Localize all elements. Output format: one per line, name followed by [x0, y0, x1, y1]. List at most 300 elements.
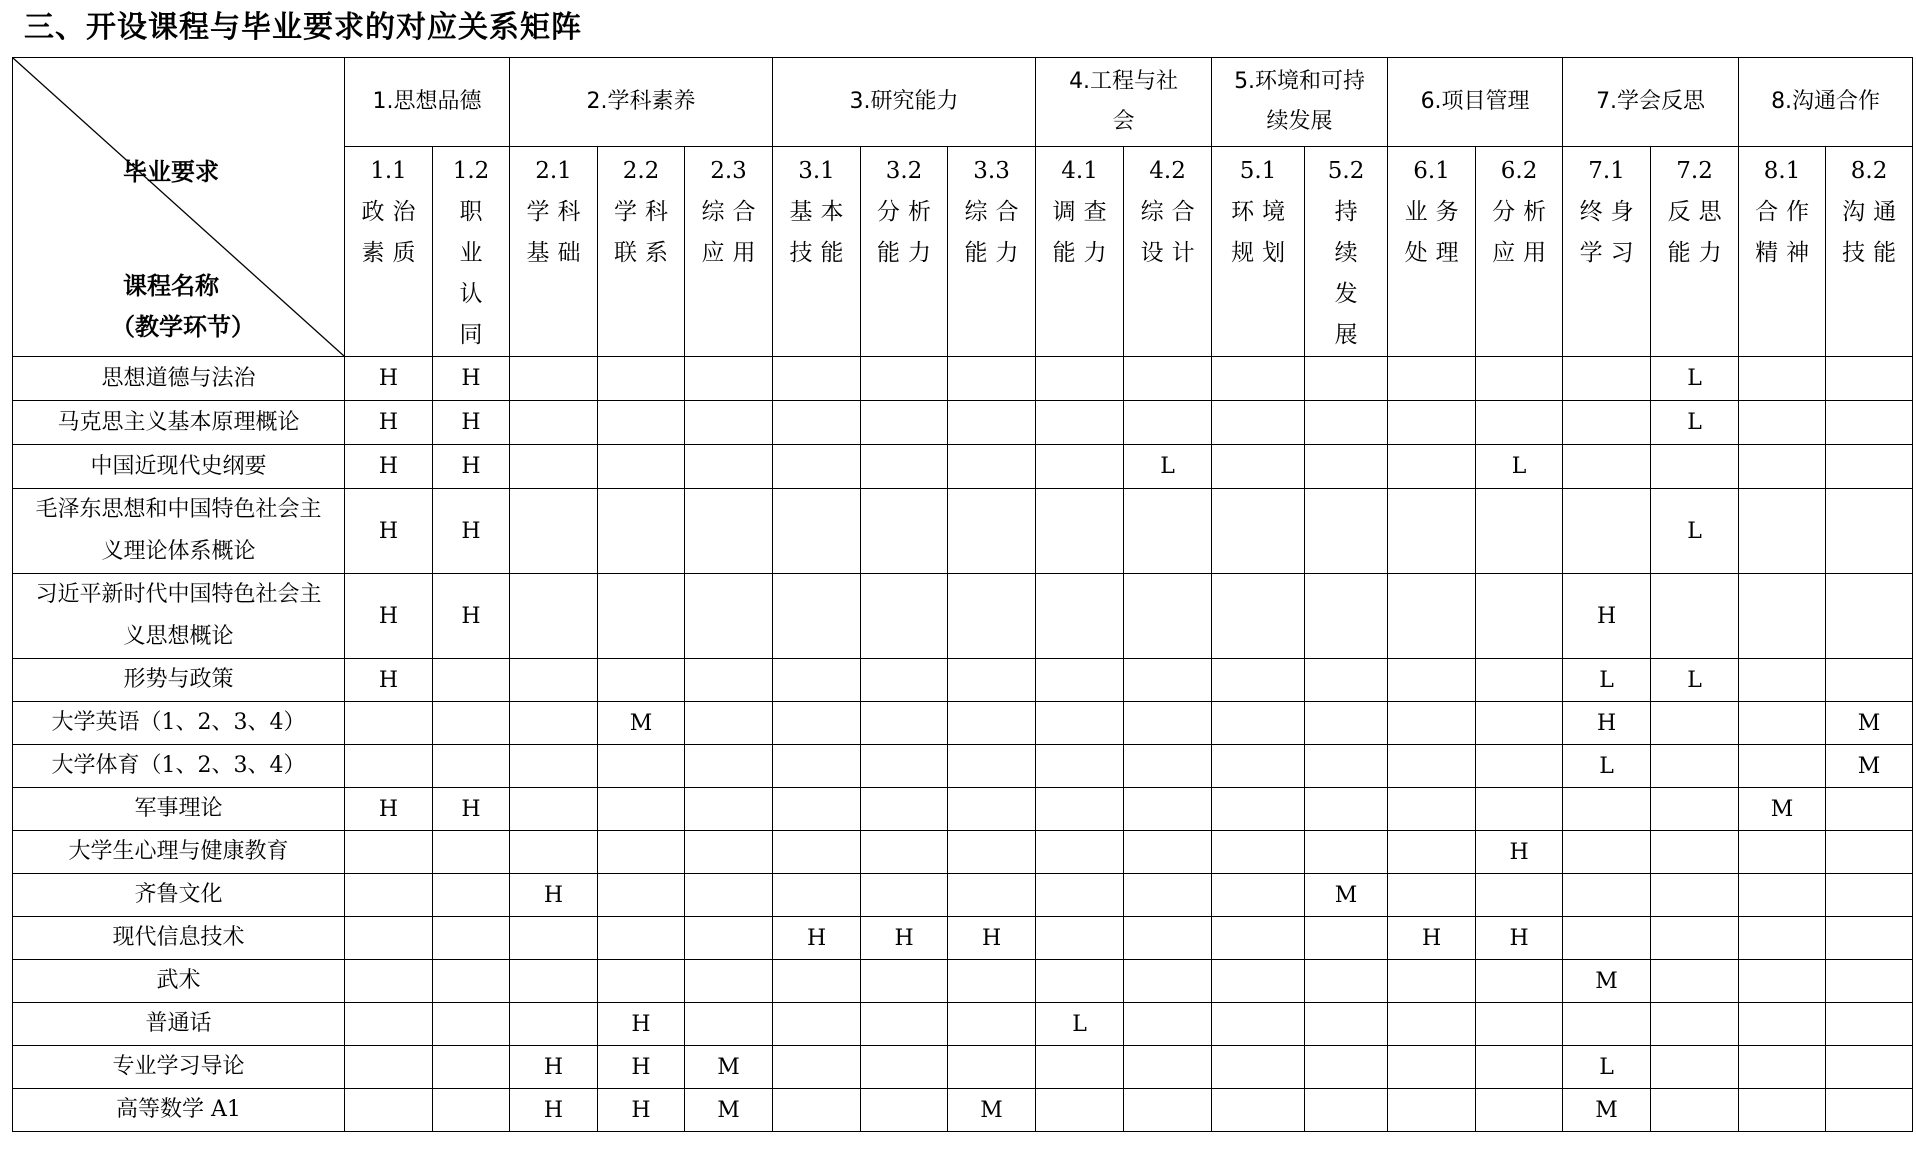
support-level-cell: H	[345, 445, 433, 489]
sub-requirement-name: 终身学习	[1579, 199, 1642, 266]
support-level-cell	[1739, 357, 1826, 401]
support-level-cell	[1124, 702, 1212, 745]
curriculum-matrix-table	[12, 57, 1913, 1132]
course-name: 马克思主义基本原理概论	[13, 401, 345, 445]
support-level-cell	[1476, 489, 1563, 574]
support-level-cell	[685, 489, 773, 574]
support-level-cell	[1739, 1089, 1826, 1132]
support-level-cell	[1305, 960, 1388, 1003]
support-level-cell: L	[1563, 745, 1651, 788]
support-level-cell	[773, 788, 861, 831]
sub-requirement-number: 1.1	[370, 158, 407, 184]
support-level-cell: L	[1563, 1046, 1651, 1089]
sub-requirement-name: 学科基础	[526, 199, 589, 266]
support-level-cell	[948, 874, 1036, 917]
support-level-cell	[1476, 788, 1563, 831]
support-level-cell	[1388, 960, 1476, 1003]
support-level-cell	[1476, 745, 1563, 788]
support-level-cell: L	[1036, 1003, 1124, 1046]
course-name: 毛泽东思想和中国特色社会主义理论体系概论	[13, 489, 345, 574]
support-level-cell	[1212, 357, 1305, 401]
course-name: 中国近现代史纲要	[13, 445, 345, 489]
support-level-cell	[598, 574, 685, 659]
support-level-cell	[1212, 745, 1305, 788]
support-level-cell	[1124, 917, 1212, 960]
course-name: 形势与政策	[13, 659, 345, 702]
support-level-cell	[1124, 659, 1212, 702]
support-level-cell	[1651, 1089, 1739, 1132]
support-level-cell: M	[1563, 1089, 1651, 1132]
support-level-cell	[1826, 1003, 1913, 1046]
support-level-cell	[345, 702, 433, 745]
support-level-cell	[510, 445, 598, 489]
course-row	[13, 574, 1913, 659]
support-level-cell	[433, 917, 510, 960]
support-level-cell	[1036, 917, 1124, 960]
support-level-cell	[1476, 874, 1563, 917]
sub-requirement-header	[948, 147, 1036, 357]
support-level-cell: L	[1476, 445, 1563, 489]
support-level-cell: H	[598, 1046, 685, 1089]
support-level-cell	[1739, 960, 1826, 1003]
sub-requirement-header	[433, 147, 510, 357]
support-level-cell	[1388, 874, 1476, 917]
corner-header	[13, 58, 345, 357]
support-level-cell: H	[1563, 574, 1651, 659]
support-level-cell: H	[1563, 702, 1651, 745]
support-level-cell	[685, 788, 773, 831]
support-level-cell: H	[433, 401, 510, 445]
sub-requirement-number: 1.2	[452, 158, 490, 184]
support-level-cell	[1212, 574, 1305, 659]
support-level-cell	[1305, 1089, 1388, 1132]
sub-requirement-header	[1124, 147, 1212, 357]
support-level-cell	[861, 745, 948, 788]
support-level-cell	[510, 574, 598, 659]
support-level-cell	[1212, 401, 1305, 445]
support-level-cell	[773, 831, 861, 874]
support-level-cell: H	[345, 574, 433, 659]
course-name: 习近平新时代中国特色社会主义思想概论	[13, 574, 345, 659]
support-level-cell: H	[433, 574, 510, 659]
support-level-cell	[948, 489, 1036, 574]
support-level-cell	[773, 1003, 861, 1046]
support-level-cell	[510, 917, 598, 960]
sub-requirement-name: 基本技能	[789, 199, 852, 266]
support-level-cell	[861, 788, 948, 831]
support-level-cell	[685, 702, 773, 745]
course-name: 现代信息技术	[13, 917, 345, 960]
sub-requirement-name: 职业认同	[459, 199, 483, 348]
support-level-cell: L	[1651, 489, 1739, 574]
support-level-cell: H	[433, 788, 510, 831]
support-level-cell: L	[1651, 357, 1739, 401]
support-level-cell: H	[510, 874, 598, 917]
support-level-cell	[773, 357, 861, 401]
course-name: 专业学习导论	[13, 1046, 345, 1089]
support-level-cell	[948, 574, 1036, 659]
support-level-cell	[1124, 874, 1212, 917]
support-level-cell	[1036, 574, 1124, 659]
sub-requirement-number: 5.1	[1239, 158, 1277, 184]
support-level-cell	[1739, 1046, 1826, 1089]
sub-requirement-name: 综合设计	[1140, 199, 1203, 266]
course-row	[13, 357, 1913, 401]
sub-requirement-name: 学科联系	[614, 199, 676, 266]
sub-requirement-header	[510, 147, 598, 357]
support-level-cell	[685, 831, 773, 874]
support-level-cell	[1826, 659, 1913, 702]
support-level-cell	[1388, 489, 1476, 574]
support-level-cell	[1651, 960, 1739, 1003]
support-level-cell	[948, 659, 1036, 702]
support-level-cell: H	[510, 1046, 598, 1089]
support-level-cell	[1739, 831, 1826, 874]
sub-requirement-header	[685, 147, 773, 357]
support-level-cell	[861, 401, 948, 445]
support-level-cell	[948, 960, 1036, 1003]
support-level-cell	[598, 401, 685, 445]
support-level-cell	[1388, 831, 1476, 874]
support-level-cell	[1212, 1003, 1305, 1046]
support-level-cell	[773, 702, 861, 745]
course-row	[13, 745, 1913, 788]
support-level-cell	[433, 659, 510, 702]
support-level-cell: M	[1739, 788, 1826, 831]
support-level-cell	[1739, 874, 1826, 917]
sub-requirement-header	[861, 147, 948, 357]
sub-requirement-number: 2.3	[710, 158, 747, 184]
support-level-cell: H	[345, 788, 433, 831]
support-level-cell	[1826, 960, 1913, 1003]
sub-requirement-number: 3.2	[885, 158, 923, 184]
sub-requirement-number: 8.1	[1763, 158, 1801, 184]
support-level-cell	[510, 960, 598, 1003]
support-level-cell	[1739, 702, 1826, 745]
support-level-cell: M	[948, 1089, 1036, 1132]
support-level-cell	[685, 445, 773, 489]
support-level-cell	[1563, 489, 1651, 574]
support-level-cell	[598, 917, 685, 960]
support-level-cell	[948, 401, 1036, 445]
support-level-cell	[598, 445, 685, 489]
support-level-cell	[1826, 917, 1913, 960]
support-level-cell	[948, 745, 1036, 788]
support-level-cell: H	[861, 917, 948, 960]
support-level-cell	[685, 1003, 773, 1046]
support-level-cell	[773, 1046, 861, 1089]
sub-requirement-name: 反思能力	[1667, 199, 1730, 266]
support-level-cell	[1305, 489, 1388, 574]
requirement-group-header: 2.学科素养	[510, 58, 773, 147]
sub-requirement-number: 6.1	[1413, 158, 1450, 184]
support-level-cell	[773, 659, 861, 702]
support-level-cell	[1388, 1003, 1476, 1046]
support-level-cell	[1124, 1046, 1212, 1089]
support-level-cell: M	[685, 1089, 773, 1132]
support-level-cell: H	[948, 917, 1036, 960]
support-level-cell	[598, 489, 685, 574]
support-level-cell	[1739, 659, 1826, 702]
course-row	[13, 831, 1913, 874]
support-level-cell: L	[1124, 445, 1212, 489]
support-level-cell	[345, 1003, 433, 1046]
support-level-cell	[1036, 401, 1124, 445]
sub-requirement-number: 5.2	[1327, 158, 1365, 184]
support-level-cell	[345, 1089, 433, 1132]
support-level-cell	[685, 357, 773, 401]
support-level-cell	[1212, 445, 1305, 489]
support-level-cell	[1651, 574, 1739, 659]
support-level-cell	[1305, 702, 1388, 745]
support-level-cell	[1212, 489, 1305, 574]
support-level-cell	[1563, 401, 1651, 445]
support-level-cell	[685, 401, 773, 445]
support-level-cell: H	[1476, 831, 1563, 874]
support-level-cell	[1388, 401, 1476, 445]
course-row	[13, 960, 1913, 1003]
course-name: 大学生心理与健康教育	[13, 831, 345, 874]
sub-requirement-header	[1036, 147, 1124, 357]
support-level-cell	[685, 745, 773, 788]
support-level-cell	[773, 874, 861, 917]
support-level-cell	[1388, 702, 1476, 745]
support-level-cell	[433, 1046, 510, 1089]
support-level-cell	[1036, 960, 1124, 1003]
support-level-cell	[1124, 788, 1212, 831]
support-level-cell	[1826, 788, 1913, 831]
support-level-cell: L	[1563, 659, 1651, 702]
support-level-cell	[1826, 574, 1913, 659]
support-level-cell	[773, 401, 861, 445]
support-level-cell	[1388, 357, 1476, 401]
support-level-cell	[1036, 1089, 1124, 1132]
support-level-cell	[1476, 1089, 1563, 1132]
course-axis-sublabel: （教学环节）	[111, 313, 255, 341]
support-level-cell: H	[510, 1089, 598, 1132]
sub-requirement-header	[1739, 147, 1826, 357]
sub-requirement-header	[773, 147, 861, 357]
support-level-cell: M	[598, 702, 685, 745]
support-level-cell	[948, 788, 1036, 831]
support-level-cell	[433, 960, 510, 1003]
support-level-cell	[1036, 445, 1124, 489]
support-level-cell	[345, 831, 433, 874]
course-row	[13, 917, 1913, 960]
support-level-cell	[1305, 574, 1388, 659]
support-level-cell	[1826, 489, 1913, 574]
support-level-cell	[1739, 401, 1826, 445]
sub-requirement-name: 综合应用	[701, 199, 764, 266]
support-level-cell	[948, 1046, 1036, 1089]
support-level-cell: H	[433, 489, 510, 574]
sub-requirement-header	[1212, 147, 1305, 357]
support-level-cell	[1124, 1089, 1212, 1132]
support-level-cell	[510, 1003, 598, 1046]
support-level-cell	[1651, 745, 1739, 788]
support-level-cell: H	[598, 1003, 685, 1046]
sub-requirement-header	[1305, 147, 1388, 357]
sub-requirement-name: 业务处理	[1404, 199, 1467, 266]
sub-requirement-header	[1651, 147, 1739, 357]
sub-requirement-number: 2.2	[622, 158, 660, 184]
course-row	[13, 874, 1913, 917]
support-level-cell	[433, 1089, 510, 1132]
support-level-cell	[861, 702, 948, 745]
support-level-cell	[1124, 357, 1212, 401]
sub-requirement-name: 分析能力	[877, 199, 940, 266]
support-level-cell	[773, 745, 861, 788]
support-level-cell	[1036, 702, 1124, 745]
support-level-cell	[1739, 489, 1826, 574]
support-level-cell	[1826, 1089, 1913, 1132]
support-level-cell	[861, 574, 948, 659]
support-level-cell	[1036, 788, 1124, 831]
support-level-cell	[433, 745, 510, 788]
sub-requirement-number: 2.1	[535, 158, 572, 184]
course-axis-label: 课程名称	[123, 272, 219, 300]
course-name: 高等数学 A1	[13, 1089, 345, 1132]
support-level-cell	[1124, 401, 1212, 445]
support-level-cell	[1563, 788, 1651, 831]
support-level-cell	[1124, 489, 1212, 574]
support-level-cell	[598, 357, 685, 401]
support-level-cell	[1036, 874, 1124, 917]
sub-requirement-number: 3.3	[973, 158, 1010, 184]
course-row	[13, 659, 1913, 702]
support-level-cell: M	[685, 1046, 773, 1089]
support-level-cell	[861, 874, 948, 917]
support-level-cell	[345, 917, 433, 960]
support-level-cell	[685, 659, 773, 702]
support-level-cell	[861, 1003, 948, 1046]
support-level-cell	[1305, 401, 1388, 445]
support-level-cell	[1739, 917, 1826, 960]
support-level-cell	[1476, 1003, 1563, 1046]
support-level-cell	[861, 489, 948, 574]
support-level-cell	[1826, 445, 1913, 489]
sub-requirement-header	[1826, 147, 1913, 357]
support-level-cell	[861, 1046, 948, 1089]
support-level-cell	[1388, 745, 1476, 788]
support-level-cell	[345, 745, 433, 788]
support-level-cell	[685, 574, 773, 659]
sub-requirement-name: 沟通技能	[1842, 199, 1905, 266]
support-level-cell	[861, 659, 948, 702]
course-row	[13, 445, 1913, 489]
support-level-cell	[948, 702, 1036, 745]
support-level-cell	[1739, 445, 1826, 489]
support-level-cell	[598, 788, 685, 831]
sub-requirement-name: 调查能力	[1052, 199, 1115, 266]
support-level-cell: H	[1388, 917, 1476, 960]
support-level-cell	[1124, 1003, 1212, 1046]
support-level-cell	[1476, 702, 1563, 745]
support-level-cell	[948, 1003, 1036, 1046]
support-level-cell	[1305, 1046, 1388, 1089]
support-level-cell	[510, 788, 598, 831]
support-level-cell	[773, 489, 861, 574]
sub-requirement-header	[598, 147, 685, 357]
support-level-cell	[510, 489, 598, 574]
course-row	[13, 1046, 1913, 1089]
support-level-cell	[1826, 874, 1913, 917]
support-level-cell	[1036, 745, 1124, 788]
support-level-cell	[948, 831, 1036, 874]
support-level-cell	[510, 745, 598, 788]
support-level-cell	[1388, 1089, 1476, 1132]
support-level-cell	[1305, 917, 1388, 960]
support-level-cell	[1212, 702, 1305, 745]
sub-requirement-header	[345, 147, 433, 357]
support-level-cell	[1563, 831, 1651, 874]
requirement-group-header: 3.研究能力	[773, 58, 1036, 147]
support-level-cell: L	[1651, 659, 1739, 702]
support-level-cell	[1826, 831, 1913, 874]
course-name: 普通话	[13, 1003, 345, 1046]
sub-requirement-name: 政治素质	[361, 199, 424, 266]
support-level-cell	[1826, 401, 1913, 445]
sub-requirement-header	[1563, 147, 1651, 357]
requirement-group-header: 5.环境和可持续发展	[1212, 58, 1388, 147]
course-row	[13, 489, 1913, 574]
support-level-cell: H	[598, 1089, 685, 1132]
support-level-cell	[433, 831, 510, 874]
course-name: 大学英语（1、2、3、4）	[13, 702, 345, 745]
support-level-cell: L	[1651, 401, 1739, 445]
support-level-cell	[345, 960, 433, 1003]
support-level-cell: H	[345, 401, 433, 445]
support-level-cell: M	[1563, 960, 1651, 1003]
support-level-cell	[1305, 788, 1388, 831]
support-level-cell	[345, 1046, 433, 1089]
support-level-cell	[1036, 489, 1124, 574]
course-row	[13, 1089, 1913, 1132]
sub-requirement-header	[1476, 147, 1563, 357]
requirement-axis-label: 毕业要求	[123, 158, 219, 186]
support-level-cell	[861, 831, 948, 874]
sub-requirement-name: 综合能力	[964, 199, 1027, 266]
requirement-group-header: 8.沟通合作	[1739, 58, 1913, 147]
sub-requirement-number: 7.1	[1588, 158, 1625, 184]
support-level-cell	[1651, 1046, 1739, 1089]
support-level-cell	[1036, 831, 1124, 874]
support-level-cell	[1036, 659, 1124, 702]
support-level-cell	[510, 702, 598, 745]
course-row	[13, 788, 1913, 831]
sub-requirement-name: 持续发展	[1334, 199, 1358, 348]
support-level-cell	[1305, 831, 1388, 874]
requirement-group-header: 7.学会反思	[1563, 58, 1739, 147]
support-level-cell	[773, 960, 861, 1003]
sub-requirement-name: 分析应用	[1492, 199, 1555, 266]
support-level-cell	[1651, 702, 1739, 745]
support-level-cell	[1388, 788, 1476, 831]
support-level-cell	[1388, 574, 1476, 659]
sub-requirement-name: 环境规划	[1231, 199, 1294, 266]
course-row	[13, 1003, 1913, 1046]
course-row	[13, 401, 1913, 445]
support-level-cell: H	[345, 489, 433, 574]
support-level-cell	[1305, 445, 1388, 489]
support-level-cell	[1212, 1046, 1305, 1089]
sub-requirement-number: 4.2	[1149, 158, 1186, 184]
support-level-cell	[861, 1089, 948, 1132]
support-level-cell	[1036, 357, 1124, 401]
support-level-cell	[861, 960, 948, 1003]
support-level-cell	[773, 574, 861, 659]
support-level-cell	[1651, 874, 1739, 917]
